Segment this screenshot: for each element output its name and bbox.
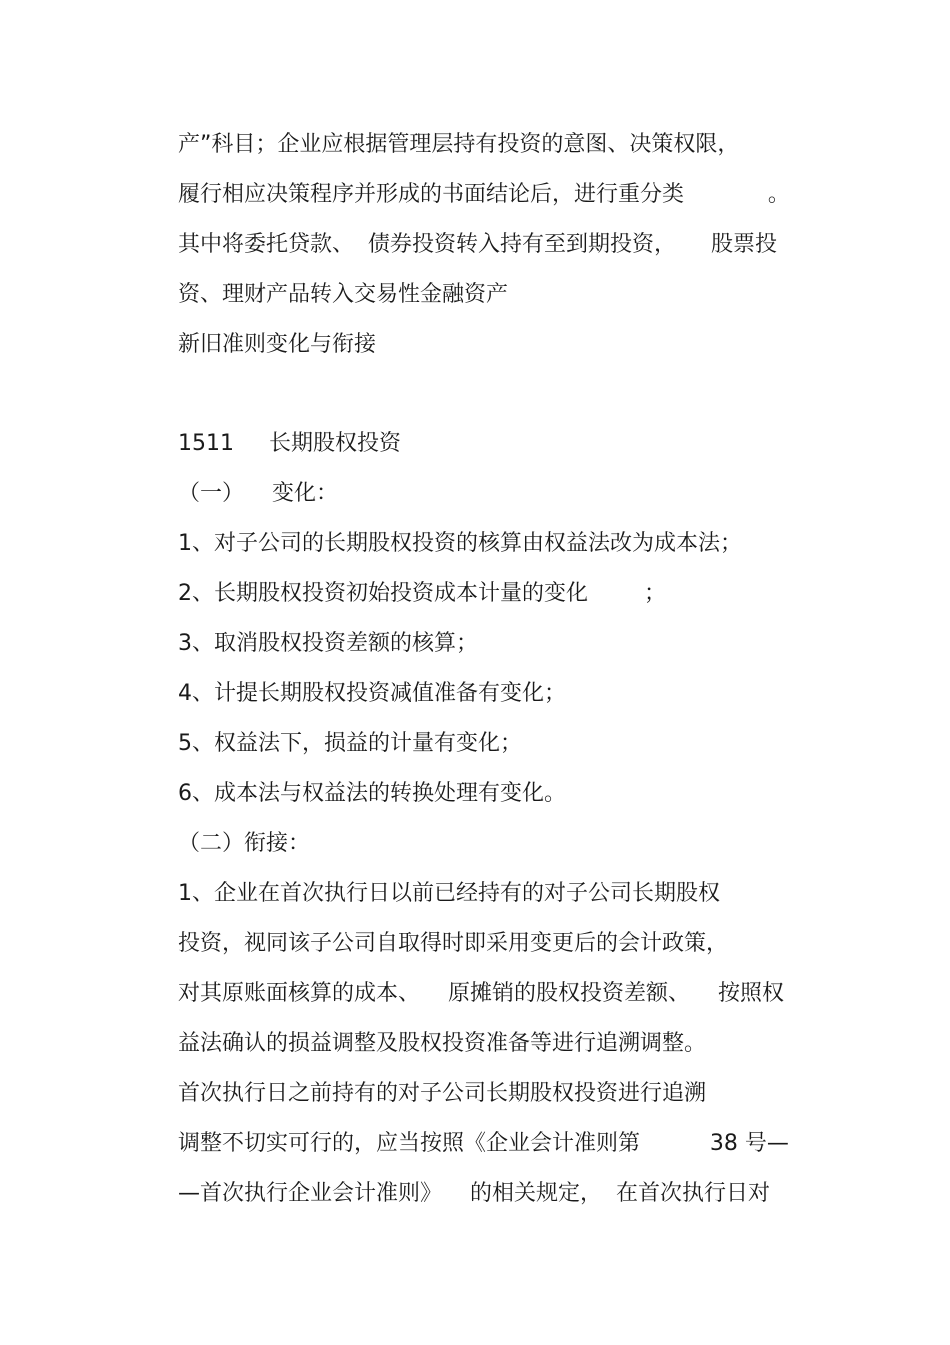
list-item-1: 1、对子公司的长期股权投资的核算由权益法改为成本法；	[178, 531, 742, 556]
subsection-changes: （一） 变化：	[178, 481, 338, 506]
text-line-2: 履行相应决策程序并形成的书面结论后，进行重分类 。	[178, 182, 790, 207]
text-line-18: 益法确认的损益调整及股权投资准备等进行追溯调整。	[178, 1031, 707, 1056]
text-line-20: 调整不切实可行的，应当按照《企业会计准则第 38 号—	[178, 1131, 789, 1156]
text-line-4: 资、理财产品转入交易性金融资产	[178, 282, 509, 307]
account-title: 1511 长期股权投资	[178, 431, 401, 456]
section-heading: 新旧准则变化与衔接	[178, 332, 377, 357]
text-line-19: 首次执行日之前持有的对子公司长期股权投资进行追溯	[178, 1081, 707, 1106]
list-item-3: 3、取消股权投资差额的核算；	[178, 631, 478, 656]
text-line-1: 产”科目；企业应根据管理层持有投资的意图、决策权限，	[178, 132, 740, 157]
list-item-6: 6、成本法与权益法的转换处理有变化。	[178, 781, 566, 806]
text-line-15: 1、企业在首次执行日以前已经持有的对子公司长期股权	[178, 881, 720, 906]
list-item-4: 4、计提长期股权投资减值准备有变化；	[178, 681, 566, 706]
text-line-17: 对其原账面核算的成本、 原摊销的股权投资差额、 按照权	[178, 981, 784, 1006]
list-item-5: 5、权益法下，损益的计量有变化；	[178, 731, 522, 756]
text-line-3: 其中将委托贷款、 债券投资转入持有至到期投资， 股票投	[178, 232, 777, 257]
text-line-21: —首次执行企业会计准则》 的相关规定， 在首次执行日对	[178, 1181, 770, 1206]
subsection-transition: （二）衔接：	[178, 831, 311, 856]
text-line-16: 投资，视同该子公司自取得时即采用变更后的会计政策，	[178, 931, 729, 956]
list-item-2: 2、长期股权投资初始投资成本计量的变化 ；	[178, 581, 666, 606]
